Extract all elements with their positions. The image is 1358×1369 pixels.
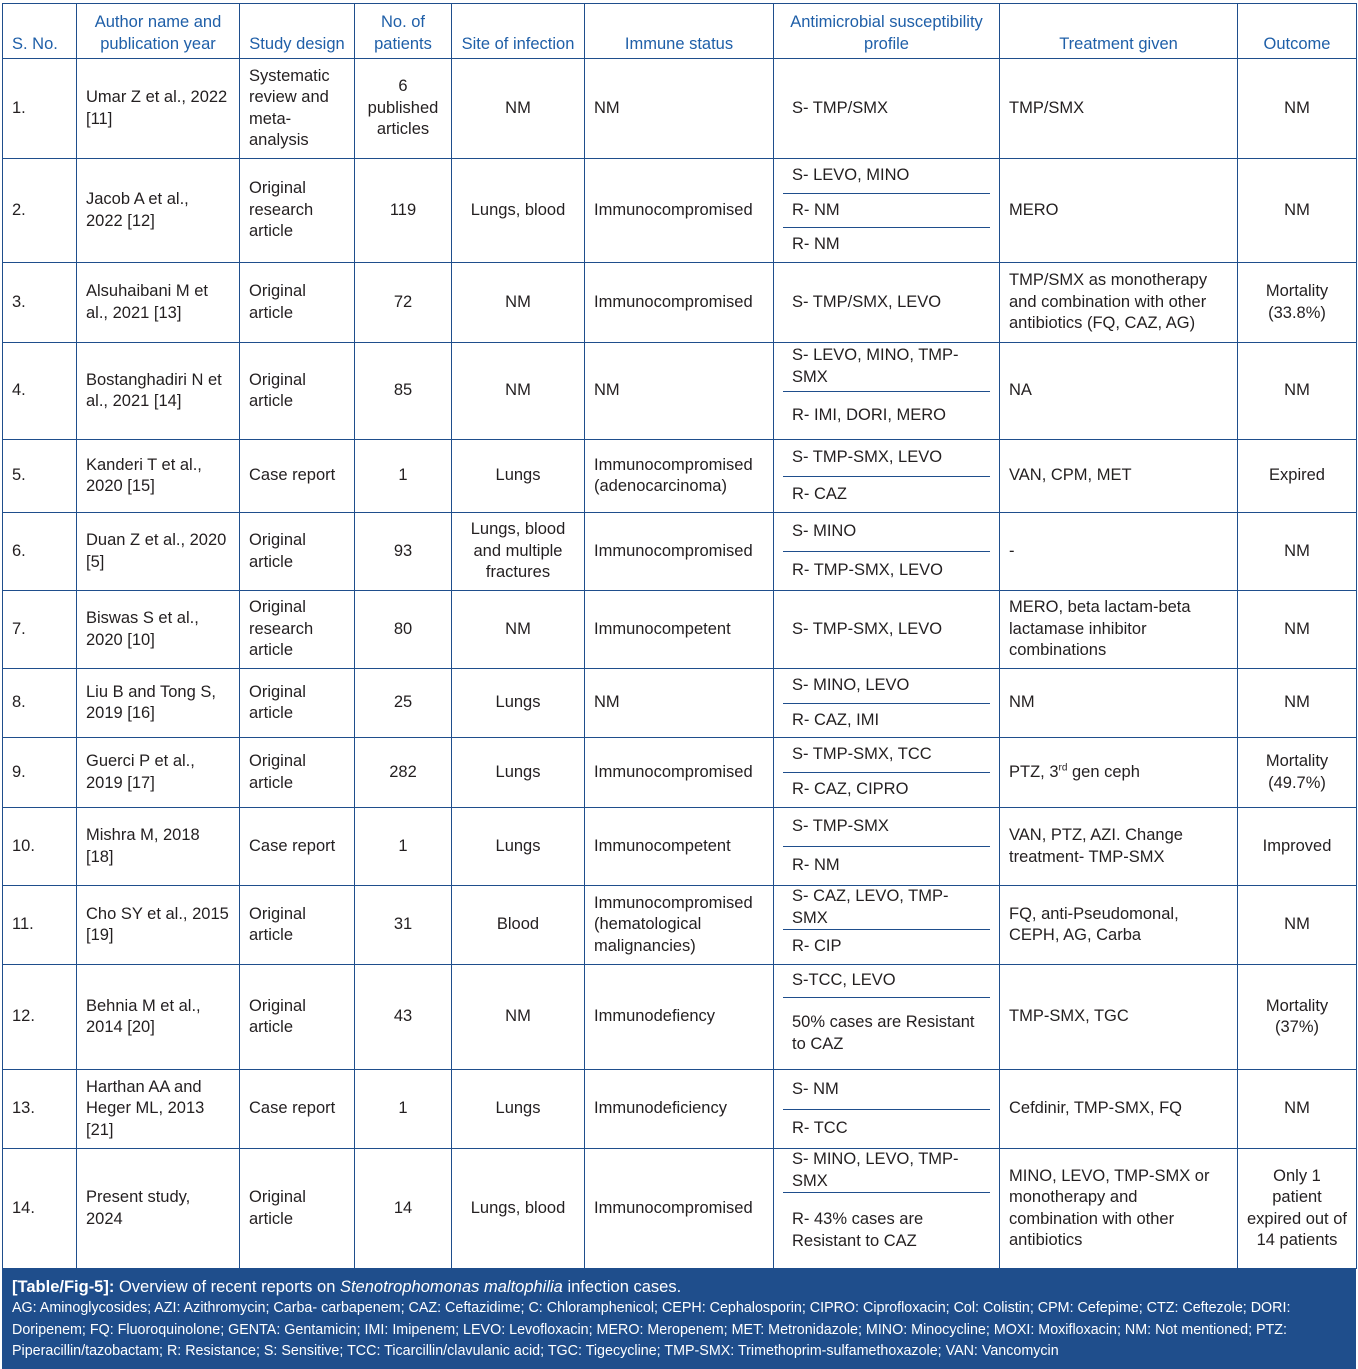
- profile-entry: S- LEVO, MINO: [792, 166, 910, 185]
- cell-site: NM: [452, 263, 585, 343]
- cell-site: NM: [452, 343, 585, 440]
- cell-patients: 282: [355, 738, 452, 808]
- cell-profile: [774, 965, 1000, 1070]
- cell-immune: Immunocompetent: [585, 808, 774, 886]
- cell-outcome: Mortality (37%): [1238, 965, 1357, 1070]
- profile-entry: S- TMP/SMX, LEVO: [792, 292, 942, 311]
- cell-immune: Immunocompromised (hematological malignancies): [585, 886, 774, 965]
- profile-entry: R- NM: [783, 846, 990, 885]
- caption-abbreviations: AG: Aminoglycosides; AZI: Azithromycin; Carba- carbapenem; CAZ: Ceftazidime; C: Chloramphenicol; CEPH: Cephalosporin; CIPRO: Ciprofloxacin; Col: Colistin; CPM: Cefepime; CTZ: Ceftezole; DORI: Doripenem; FQ: Fluoroquinolone; GENTA: Gentamicin; IMI: Imipenem; LEVO: Levofloxacin; MERO: Meropenem; MET: Metronidazole; MINO: Minocycline; MOXI: Moxifloxacin; NM: Not mentioned; PTZ: Piperacillin/tazobactam; R: Resistance; S: Sensitive; TCC: Ticarcillin/clavulanic acid; TGC: Tigecycline; TMP-SMX: Trimethoprim-sulfamethoxazole; VAN: Vancomycin: [12, 1300, 1291, 1359]
- cell-sno: 12.: [3, 965, 77, 1070]
- cell-design: Original article: [240, 886, 355, 965]
- cell-immune: Immunocompromised (adenocarcinoma): [585, 440, 774, 513]
- cell-sno: 3.: [3, 263, 77, 343]
- cell-design: Case report: [240, 808, 355, 886]
- cell-outcome: NM: [1238, 1070, 1357, 1149]
- cell-treatment: NM: [1000, 669, 1238, 738]
- cell-sno: 11.: [3, 886, 77, 965]
- profile-entry: R- 43% cases are Resistant to CAZ: [783, 1192, 990, 1268]
- table-row: [3, 965, 1357, 1070]
- table-row: [3, 669, 1357, 738]
- cell-sno: 6.: [3, 513, 77, 591]
- cell-author: Liu B and Tong S, 2019 [16]: [77, 669, 240, 738]
- cell-outcome: Expired: [1238, 440, 1357, 513]
- cell-treatment: -: [1000, 513, 1238, 591]
- cell-profile: [774, 440, 1000, 513]
- header-patients: No. of patients: [355, 4, 452, 59]
- cell-immune: Immunocompromised: [585, 513, 774, 591]
- table-body: [3, 59, 1357, 1269]
- cell-design: Original article: [240, 965, 355, 1070]
- cell-outcome: NM: [1238, 669, 1357, 738]
- profile-entry: S- TMP-SMX, LEVO: [792, 448, 943, 466]
- cell-profile: [774, 59, 1000, 159]
- document: [2, 3, 1356, 1369]
- header-design: Study design: [240, 4, 355, 59]
- cell-patients: 85: [355, 343, 452, 440]
- cell-patients: 25: [355, 669, 452, 738]
- profile-entry: R- CIP: [783, 929, 990, 964]
- cell-patients: 72: [355, 263, 452, 343]
- cell-site: Lungs, blood: [452, 159, 585, 263]
- cell-outcome: Improved: [1238, 808, 1357, 886]
- caption-text-pre: Overview of recent reports on: [114, 1278, 340, 1296]
- profile-entry: S- TMP-SMX, TCC: [792, 745, 932, 764]
- cell-treatment: MINO, LEVO, TMP-SMX or monotherapy and combination with other antibiotics: [1000, 1149, 1238, 1269]
- cell-outcome: Mortality (33.8%): [1238, 263, 1357, 343]
- profile-entry: R- CAZ, IMI: [783, 703, 990, 738]
- cell-treatment: VAN, CPM, MET: [1000, 440, 1238, 513]
- cell-profile: [774, 591, 1000, 669]
- cell-author: Biswas S et al., 2020 [10]: [77, 591, 240, 669]
- cell-profile: [774, 263, 1000, 343]
- cell-treatment: [1000, 738, 1238, 808]
- cell-design: Systematic review and meta-analysis: [240, 59, 355, 159]
- cell-sno: 2.: [3, 159, 77, 263]
- cell-author: Cho SY et al., 2015 [19]: [77, 886, 240, 965]
- cell-immune: Immunodeficiency: [585, 1070, 774, 1149]
- cell-immune: NM: [585, 59, 774, 159]
- cell-site: Lungs: [452, 808, 585, 886]
- cell-sno: 4.: [3, 343, 77, 440]
- cell-design: Original article: [240, 738, 355, 808]
- header-author: Author name and publication year: [77, 4, 240, 59]
- table-caption: [2, 1269, 1356, 1369]
- profile-entry: S- MINO, LEVO, TMP-SMX: [792, 1150, 959, 1190]
- cell-author: Mishra M, 2018 [18]: [77, 808, 240, 886]
- cell-outcome: NM: [1238, 343, 1357, 440]
- header-row: [3, 4, 1357, 59]
- cell-site: Lungs: [452, 738, 585, 808]
- cell-author: Alsuhaibani M et al., 2021 [13]: [77, 263, 240, 343]
- cell-treatment: TMP/SMX as monotherapy and combination with other antibiotics (FQ, CAZ, AG): [1000, 263, 1238, 343]
- profile-entry: R- IMI, DORI, MERO: [783, 391, 990, 440]
- cell-treatment: TMP/SMX: [1000, 59, 1238, 159]
- cell-outcome: Mortality (49.7%): [1238, 738, 1357, 808]
- table-row: [3, 159, 1357, 263]
- table-row: [3, 1149, 1357, 1269]
- table-row: [3, 808, 1357, 886]
- cell-design: Original article: [240, 263, 355, 343]
- cell-site: Lungs: [452, 440, 585, 513]
- cell-site: Lungs, blood and multiple fractures: [452, 513, 585, 591]
- cell-author: Harthan AA and Heger ML, 2013 [21]: [77, 1070, 240, 1149]
- cell-patients: 93: [355, 513, 452, 591]
- caption-label: [Table/Fig-5]:: [12, 1278, 115, 1296]
- profile-entry: S- TMP-SMX, LEVO: [792, 619, 943, 638]
- cell-patients: 80: [355, 591, 452, 669]
- cell-site: Lungs, blood: [452, 1149, 585, 1269]
- cell-outcome: NM: [1238, 59, 1357, 159]
- cell-treatment: NA: [1000, 343, 1238, 440]
- cell-design: Original article: [240, 513, 355, 591]
- cell-immune: NM: [585, 343, 774, 440]
- header-profile: Antimicrobial susceptibility profile: [774, 4, 1000, 59]
- cell-design: Original article: [240, 669, 355, 738]
- cell-sno: 1.: [3, 59, 77, 159]
- cell-sno: 9.: [3, 738, 77, 808]
- cell-author: Bostanghadiri N et al., 2021 [14]: [77, 343, 240, 440]
- overview-table: [2, 3, 1357, 1269]
- header-site: Site of infection: [452, 4, 585, 59]
- cell-author: Guerci P et al., 2019 [17]: [77, 738, 240, 808]
- caption-text-post: infection cases.: [562, 1278, 682, 1296]
- profile-entry: S- MINO, LEVO: [792, 676, 910, 694]
- header-treatment: Treatment given: [1000, 4, 1238, 59]
- cell-immune: NM: [585, 669, 774, 738]
- cell-site: Lungs: [452, 669, 585, 738]
- table-row: [3, 591, 1357, 669]
- caption-title: [12, 1276, 1346, 1298]
- cell-author: Umar Z et al., 2022 [11]: [77, 59, 240, 159]
- cell-treatment: MERO, beta lactam-beta lactamase inhibitor combinations: [1000, 591, 1238, 669]
- cell-sno: 14.: [3, 1149, 77, 1269]
- cell-sno: 13.: [3, 1070, 77, 1149]
- profile-entry: 50% cases are Resistant to CAZ: [783, 997, 990, 1069]
- cell-treatment: MERO: [1000, 159, 1238, 263]
- cell-design: Case report: [240, 1070, 355, 1149]
- table-row: [3, 738, 1357, 808]
- caption-organism: Stenotrophomonas maltophilia: [339, 1278, 563, 1296]
- cell-patients: 14: [355, 1149, 452, 1269]
- cell-treatment: TMP-SMX, TGC: [1000, 965, 1238, 1070]
- cell-treatment: Cefdinir, TMP-SMX, FQ: [1000, 1070, 1238, 1149]
- cell-patients: 31: [355, 886, 452, 965]
- table-row: [3, 343, 1357, 440]
- cell-sno: 5.: [3, 440, 77, 513]
- table-row: [3, 59, 1357, 159]
- cell-immune: Immunocompromised: [585, 159, 774, 263]
- cell-outcome: Only 1 patient expired out of 14 patients: [1238, 1149, 1357, 1269]
- table-row: [3, 1070, 1357, 1149]
- cell-author: Duan Z et al., 2020 [5]: [77, 513, 240, 591]
- cell-profile: [774, 513, 1000, 591]
- cell-treatment: FQ, anti-Pseudomonal, CEPH, AG, Carba: [1000, 886, 1238, 965]
- profile-entry: S- CAZ, LEVO, TMP-SMX: [792, 887, 949, 927]
- profile-entry: S- TMP/SMX: [792, 98, 888, 117]
- cell-author: Kanderi T et al., 2020 [15]: [77, 440, 240, 513]
- profile-entry: S-TCC, LEVO: [792, 971, 896, 990]
- profile-entry: S- MINO: [792, 522, 857, 541]
- profile-entry: R- TMP-SMX, LEVO: [783, 551, 990, 590]
- cell-outcome: NM: [1238, 886, 1357, 965]
- treatment-text: PTZ, 3: [1009, 762, 1059, 781]
- table-row: [3, 263, 1357, 343]
- cell-author: Behnia M et al., 2014 [20]: [77, 965, 240, 1070]
- cell-sno: 10.: [3, 808, 77, 886]
- cell-patients: 119: [355, 159, 452, 263]
- profile-entry: S- LEVO, MINO, TMP-SMX: [792, 346, 959, 386]
- cell-site: NM: [452, 965, 585, 1070]
- table-row: [3, 513, 1357, 591]
- cell-patients: 6 published articles: [355, 59, 452, 159]
- cell-profile: [774, 1149, 1000, 1269]
- profile-entry: R- NM: [783, 227, 990, 262]
- cell-design: Case report: [240, 440, 355, 513]
- profile-entry: S- TMP-SMX: [792, 817, 889, 836]
- cell-sno: 7.: [3, 591, 77, 669]
- header-sno: S. No.: [3, 4, 77, 59]
- cell-immune: Immunodefiency: [585, 965, 774, 1070]
- header-outcome: Outcome: [1238, 4, 1357, 59]
- cell-site: Blood: [452, 886, 585, 965]
- cell-design: Original article: [240, 343, 355, 440]
- cell-site: NM: [452, 591, 585, 669]
- treatment-text: gen ceph: [1067, 762, 1140, 781]
- cell-design: Original research article: [240, 159, 355, 263]
- profile-entry: R- CAZ, CIPRO: [783, 772, 990, 807]
- cell-patients: 1: [355, 1070, 452, 1149]
- table-row: [3, 440, 1357, 513]
- treatment-superscript: rd: [1058, 762, 1068, 774]
- cell-profile: [774, 159, 1000, 263]
- profile-entry: R- TCC: [783, 1109, 990, 1149]
- cell-profile: [774, 886, 1000, 965]
- cell-profile: [774, 669, 1000, 738]
- cell-immune: Immunocompromised: [585, 738, 774, 808]
- cell-design: Original article: [240, 1149, 355, 1269]
- cell-profile: [774, 738, 1000, 808]
- cell-treatment: VAN, PTZ, AZI. Change treatment- TMP-SMX: [1000, 808, 1238, 886]
- profile-entry: R- NM: [783, 193, 990, 228]
- table-row: [3, 886, 1357, 965]
- cell-profile: [774, 808, 1000, 886]
- cell-patients: 43: [355, 965, 452, 1070]
- cell-immune: Immunocompetent: [585, 591, 774, 669]
- cell-profile: [774, 343, 1000, 440]
- profile-entry: S- NM: [792, 1079, 839, 1098]
- cell-profile: [774, 1070, 1000, 1149]
- cell-sno: 8.: [3, 669, 77, 738]
- cell-patients: 1: [355, 440, 452, 513]
- cell-outcome: NM: [1238, 591, 1357, 669]
- cell-immune: Immunocompromised: [585, 1149, 774, 1269]
- cell-author: Jacob A et al., 2022 [12]: [77, 159, 240, 263]
- header-immune: Immune status: [585, 4, 774, 59]
- cell-site: NM: [452, 59, 585, 159]
- cell-outcome: NM: [1238, 513, 1357, 591]
- cell-outcome: NM: [1238, 159, 1357, 263]
- cell-patients: 1: [355, 808, 452, 886]
- cell-author: Present study, 2024: [77, 1149, 240, 1269]
- cell-site: Lungs: [452, 1070, 585, 1149]
- cell-immune: Immunocompromised: [585, 263, 774, 343]
- cell-design: Original research article: [240, 591, 355, 669]
- profile-entry: R- CAZ: [783, 476, 990, 513]
